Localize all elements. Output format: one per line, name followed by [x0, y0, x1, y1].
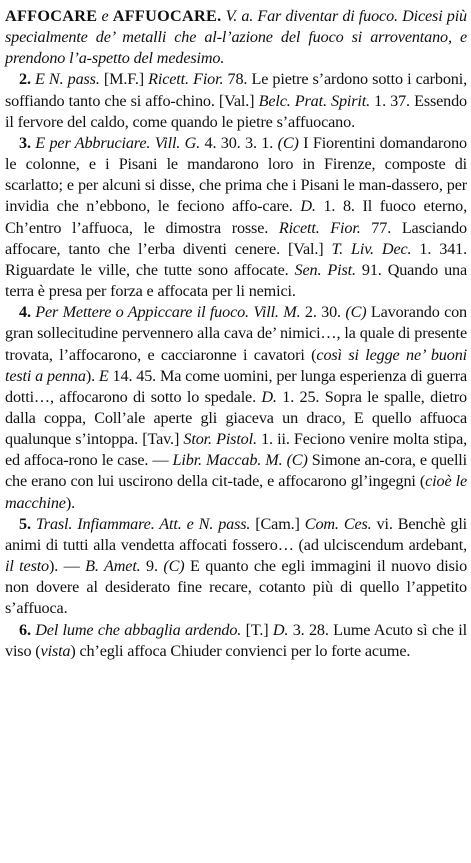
sense-text: 4. 30. 3. 1. — [200, 133, 278, 152]
sense-text: 1. 341. Riguardate le ville, che tutte sono affocate. — [5, 239, 467, 279]
sense-text: I Fiorentini domandarono le colonne, e i Pisani le mandarono loro in Firenze, composte di scarlatto; e per alcuni si disse, che prima che i Pisani le man-dassero, per invidia che n’ebbono, le feciono affo-care. — [5, 133, 467, 216]
sense-text: 14. 45. Ma come uomini, per lunga esperienza di guerra dotti…, affocarono di sotto lo spedale. — [5, 366, 467, 406]
sense-number: 5. — [19, 514, 31, 533]
citation-source: così si legge ne’ buoni testi a penna — [5, 345, 467, 385]
sense-text: [T.] — [241, 620, 273, 639]
citation-source: cioè le macchine — [5, 472, 467, 512]
citation-source: E — [98, 366, 109, 385]
sense-paragraph — [5, 620, 467, 662]
sense-label: E N. pass. — [30, 70, 100, 89]
sense-text: 1. 25. Sopra le spalle, dietro dalla coppa, Coll’ale aperte gli giaceva un draco, E quello affuoca qualunque s’intoppa. [Tav.] — [5, 387, 467, 449]
sense-text: 78. Le pietre s’ardono sotto i carboni, soffiando tanto che si affo-chino. [Val.] — [5, 70, 467, 110]
citation-source: il testo — [5, 557, 50, 576]
sense-text: 1. 37. Essendo il fervore del caldo, come quando le pietre s’affuocano. — [5, 91, 467, 131]
sense-text: 1. ii. Feciono venire molta stipa, ed affoca-rono le case. — — [5, 430, 468, 470]
sense-text: Simone an-cora, e quelli che erano con lui uscirono della cit-tade, e affocarono gl’ingegni ( — [5, 451, 467, 491]
sense-paragraph — [5, 69, 467, 132]
citation-source: (C) — [345, 303, 367, 322]
citation-source: D. — [261, 387, 277, 406]
citation-source: Stor. Pistol. — [183, 430, 257, 449]
sense-text: vi. Benchè gli animi di tutti alla vendetta affocati fossero… (ad ulciscendum ardebant, — [5, 514, 468, 554]
sense-number: 4. — [19, 303, 31, 322]
sense-label: Del lume che abbaglia ardendo. — [30, 620, 242, 639]
sense-text: 2. 30. — [300, 303, 346, 322]
citation-source: vista — [40, 641, 71, 660]
sense-text: ). — [85, 366, 99, 385]
grammar-label: V. a. — [221, 7, 254, 25]
headword-variant: AFFUOCARE. — [112, 7, 222, 25]
citation-source: D. — [272, 620, 289, 639]
sense-text: 9. — [140, 557, 164, 576]
citation-source: B. Amet. — [85, 557, 141, 576]
sense-text: 91. Quando una terra è presa per forza e affocata per li nemici. — [5, 260, 467, 301]
citation-source: Sen. Pist. — [294, 260, 356, 279]
sense-paragraph — [5, 302, 467, 514]
senses-list — [5, 69, 467, 661]
sense-number: 2. — [19, 70, 31, 89]
citation-source: D. — [300, 197, 316, 216]
sense-label: Per Mettere o Appiccare il fuoco. Vill. M. — [30, 303, 301, 322]
sense-text: [Cam.] — [250, 514, 305, 533]
citation-source: Libr. Maccab. M. (C) — [172, 451, 308, 470]
headword-conjunction: e — [97, 7, 113, 25]
sense-text: ). — — [49, 557, 86, 576]
sense-paragraph — [5, 133, 467, 302]
citation-source: Belc. Prat. Spirit. — [258, 91, 370, 110]
sense-paragraph — [5, 514, 467, 620]
sense-text: E quanto che egli immagini il nuovo disio non dovere al desiderato fine recare, cotanto più di quello l’appetito s’affuoca. — [5, 557, 468, 618]
sense-text: Lavorando con gran sollecitudine pervennero alla cava de’ nimici…, la quale di presente trovata, l’affocarono, e cacciaronne i cavatori ( — [5, 303, 467, 364]
sense-text: [M.F.] — [99, 70, 149, 89]
citation-source: Ricett. Fior. — [278, 218, 361, 237]
citation-source: Com. Ces. — [304, 514, 372, 533]
sense-text: 77. Lasciando affocare, tanto che l’erba diventi cenere. [Val.] — [5, 218, 467, 258]
citation-source: Ricett. Fior. — [148, 70, 224, 89]
citation-source: (C) — [277, 133, 299, 152]
headword: AFFOCARE — [5, 7, 98, 25]
sense-number: 6. — [19, 620, 31, 639]
citation-source: T. Liv. Dec. — [331, 239, 412, 258]
sense-number: 3. — [19, 133, 31, 152]
dictionary-entry — [5, 6, 467, 662]
entry-head-paragraph — [5, 6, 467, 69]
sense-text: 1. 8. Il fuoco eterno, Ch’entro l’affuoca, le dimostra rosse. — [5, 197, 467, 237]
sense-text: ) ch’egli affoca Chiuder convienci per lo forte acume. — [70, 641, 411, 660]
sense-label: E per Abbruciare. Vill. G. — [30, 133, 201, 152]
sense-label: Trasl. Infiammare. Att. e N. pass. — [30, 514, 251, 533]
sense-text: 3. 28. Lume Acuto sì che il viso ( — [5, 620, 467, 660]
citation-source: (C) — [163, 557, 185, 576]
sense-text: ). — [65, 493, 75, 512]
definition: Far diventar di fuoco. Dicesi più specialmente de’ metalli che al-l’azione del fuoco si arroventano, e prendono l’a-spetto del medesimo. — [5, 7, 467, 68]
